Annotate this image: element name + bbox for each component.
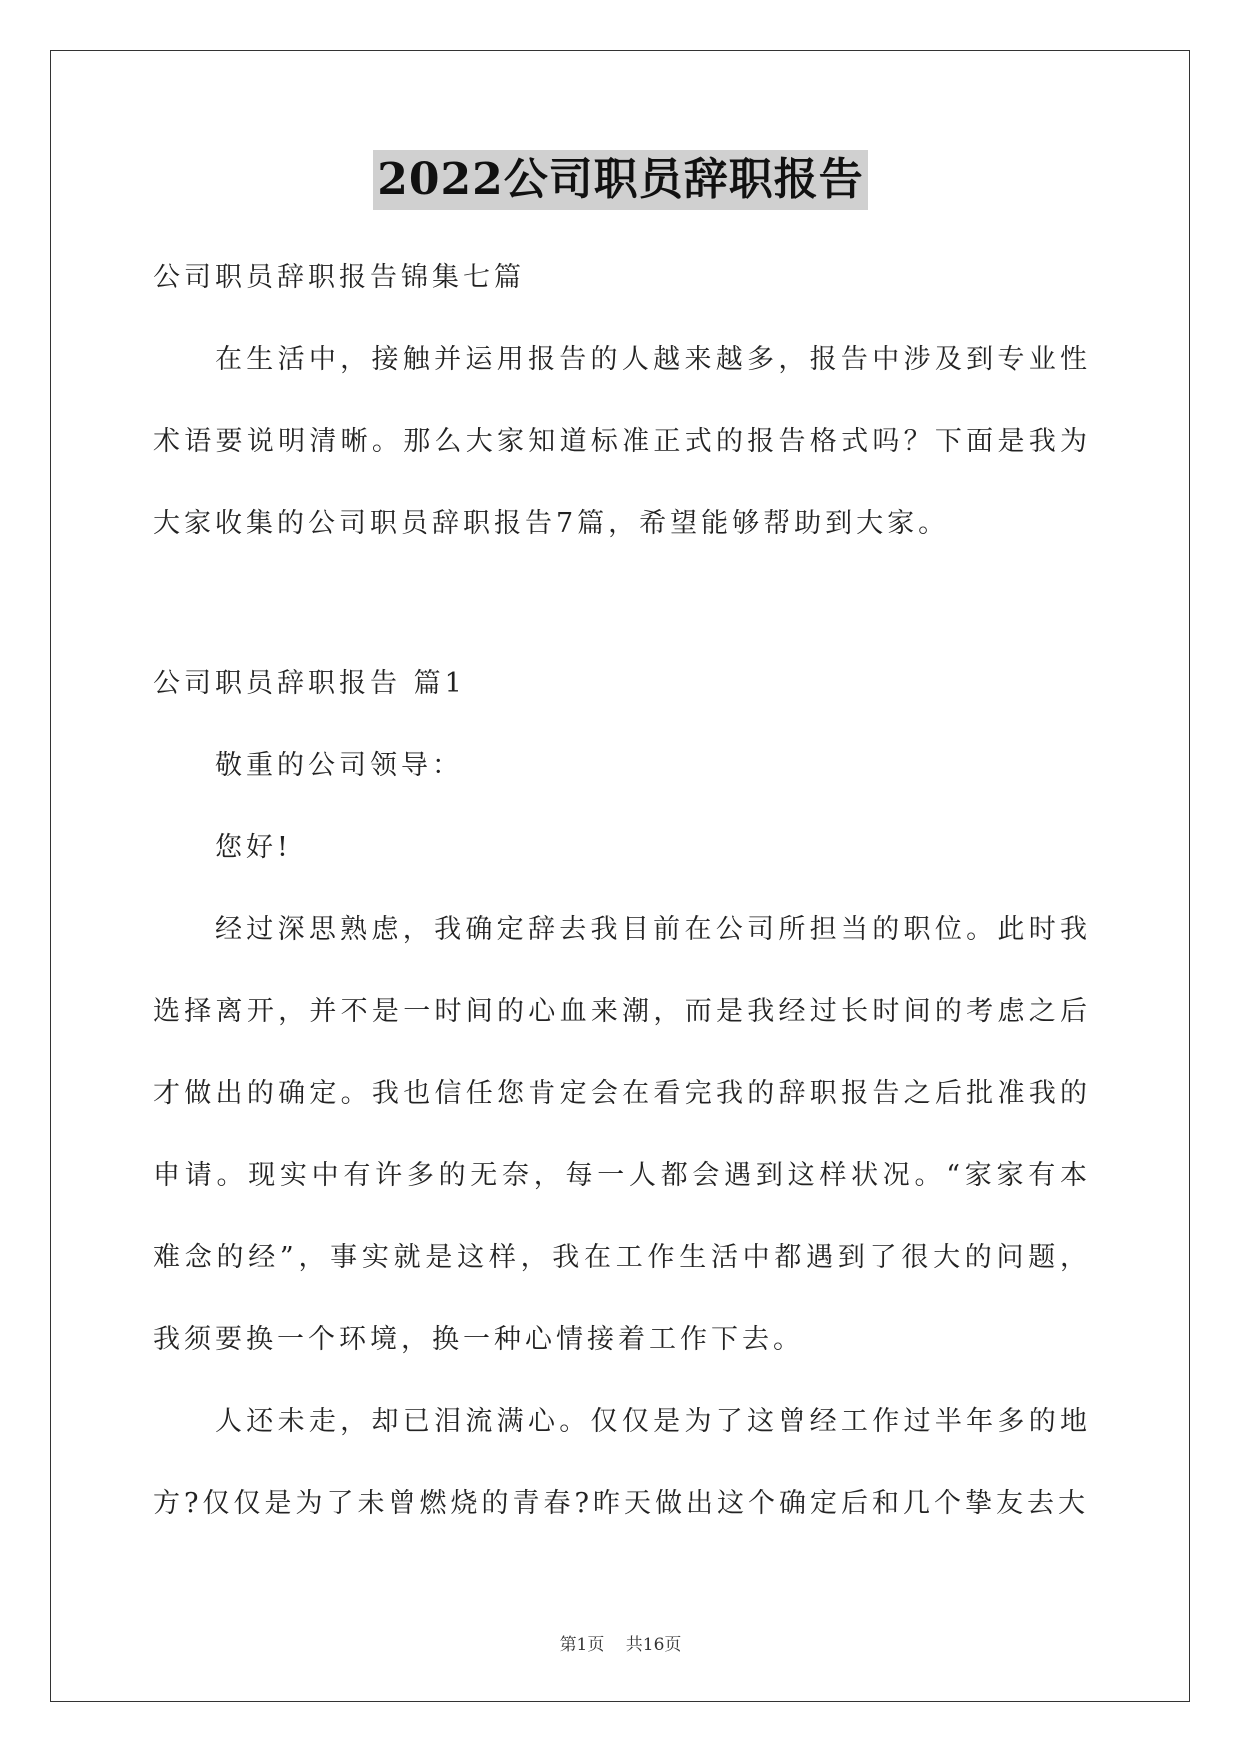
document-subtitle: 公司职员辞职报告锦集七篇: [153, 262, 525, 293]
intro-paragraph: 在生活中，接触并运用报告的人越来越多，报告中涉及到专业性术语要说明清晰。那么大家知道标准正式的报告格式吗？下面是我为大家收集的公司职员辞职报告7篇，希望能够帮助到大家。: [153, 344, 1091, 539]
greeting: 您好!: [215, 832, 292, 863]
page-total: 共16页: [625, 1635, 682, 1655]
body-paragraph-2: 人还未走，却已泪流满心。仅仅是为了这曾经工作过半年多的地方?仅仅是为了未曾燃烧的青春?昨天做出这个确定后和几个挚友去大: [153, 1406, 1091, 1519]
page-number: 第1页: [559, 1635, 605, 1655]
section-spacer: [153, 565, 1091, 643]
document-title: 2022公司职员辞职报告: [373, 150, 867, 210]
salutation: 敬重的公司领导：: [215, 750, 463, 781]
document-body: [153, 237, 1091, 1545]
page-footer: [0, 1630, 1241, 1655]
body-paragraph-1: 经过深思熟虑，我确定辞去我目前在公司所担当的职位。此时我选择离开，并不是一时间的心血来潮，而是我经过长时间的考虑之后才做出的确定。我也信任您肯定会在看完我的辞职报告之后批准我的申请。现实中有许多的无奈，每一人都会遇到这样状况。“家家有本难念的经”，事实就是这样，我在工作生活中都遇到了很大的问题，我须要换一个环境，换一种心情接着工作下去。: [153, 914, 1091, 1355]
section-heading: 公司职员辞职报告 篇1: [153, 668, 466, 699]
title-container: [0, 150, 1241, 210]
